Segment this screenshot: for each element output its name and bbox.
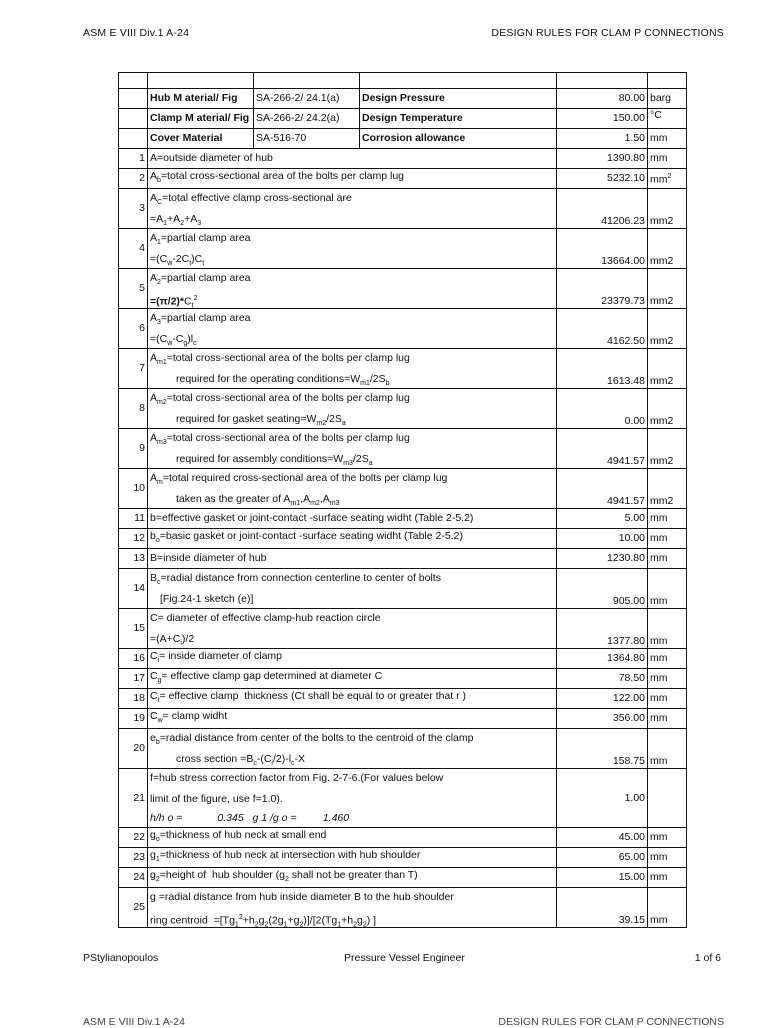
table-row bbox=[119, 169, 687, 189]
hub-ratios: h/h o = 0.345 g 1 /g o = 1.460 bbox=[150, 811, 350, 824]
row-value: 39.15 bbox=[557, 888, 648, 928]
table-row bbox=[119, 469, 687, 509]
row-unit: mm bbox=[648, 549, 687, 569]
row-number: 6 bbox=[119, 309, 148, 349]
row-unit bbox=[648, 769, 687, 828]
clamp-material-value: SA-266-2/ 24.2(a) bbox=[254, 109, 360, 129]
table-row bbox=[119, 529, 687, 549]
row-value: 1613.48 bbox=[557, 349, 648, 389]
row-value: 10.00 bbox=[557, 529, 648, 549]
clamp-calculation-table bbox=[118, 72, 687, 928]
design-pressure-value: 80.00 bbox=[557, 89, 648, 109]
corrosion-allowance-label: Corrosion allowance bbox=[360, 129, 557, 149]
table-row bbox=[119, 89, 687, 109]
row-unit: mm bbox=[648, 509, 687, 529]
row-number: 1 bbox=[119, 149, 148, 169]
row-value: 1230.80 bbox=[557, 549, 648, 569]
row-value: 4941.57 bbox=[557, 429, 648, 469]
row-value: 41206.23 bbox=[557, 189, 648, 229]
row-description: $C_i=$ inside diameter of clamp bbox=[148, 649, 557, 669]
footer-role: Pressure Vessel Engineer bbox=[344, 952, 465, 964]
row-value: 4941.57 bbox=[557, 469, 648, 509]
table-row bbox=[119, 709, 687, 729]
table-row bbox=[119, 129, 687, 149]
row-unit: mm bbox=[648, 689, 687, 709]
row-description: $g_2=height$ of hub shoulder ($g_2$ shall not be greater than T) bbox=[148, 868, 557, 888]
table-row bbox=[119, 729, 687, 769]
table-row bbox=[119, 229, 687, 269]
row-number: 3 bbox=[119, 189, 148, 229]
row-description: $A_1=partial$ clamp area $=(C_w-2C_t)C_t$ bbox=[148, 229, 557, 269]
row-unit: mm2 bbox=[648, 309, 687, 349]
footer-page-number: 1 of 6 bbox=[694, 952, 721, 964]
table-row bbox=[119, 549, 687, 569]
row-value: 1.00 bbox=[557, 769, 648, 828]
row-unit: mm bbox=[648, 868, 687, 888]
row-number: 14 bbox=[119, 569, 148, 609]
row-value: 0.00 bbox=[557, 389, 648, 429]
table-row bbox=[119, 509, 687, 529]
row-description: $A_{m1}=total$ cross-sectional area of the bolts per clamp lug required for the operating $conditions=W_{m1}/2S_b$ bbox=[148, 349, 557, 389]
row-number: 21 bbox=[119, 769, 148, 828]
row-number: 12 bbox=[119, 529, 148, 549]
row-unit: mm2 bbox=[648, 269, 687, 309]
next-page-header-left: ASM E VIII Div.1 A-24 bbox=[83, 1016, 185, 1028]
hub-material-value: SA-266-2/ 24.1(a) bbox=[254, 89, 360, 109]
row-description: $g_o=thickness$ of hub neck at small end bbox=[148, 828, 557, 848]
row-number: 2 bbox=[119, 169, 148, 189]
row-unit: mm bbox=[648, 609, 687, 649]
table-row bbox=[119, 389, 687, 429]
row-number: 13 bbox=[119, 549, 148, 569]
row-description: $A_{m2}=total$ cross-sectional area of the bolts per clamp lug required for gasket $seating=W_{m2}/2S_a$ bbox=[148, 389, 557, 429]
row-description: $A_{m3}=total$ cross-sectional area of the bolts per clamp lug required for assembly $conditions=W_{m3}/2S_a$ bbox=[148, 429, 557, 469]
row-description: g =radial distance from hub inside diameter B to the hub shoulder ring centroid $=[Tg_1^2+h_2g_2(2g_1+g_2)]/[2(Tg_1+h_2g_2)$ ] bbox=[148, 888, 557, 928]
row-value: 5.00 bbox=[557, 509, 648, 529]
row-number: 9 bbox=[119, 429, 148, 469]
row-unit: mm2 bbox=[648, 389, 687, 429]
row-number: 19 bbox=[119, 709, 148, 729]
row-unit: mm bbox=[648, 729, 687, 769]
row-unit: mm bbox=[648, 709, 687, 729]
row-description: $C_g=$ effective clamp gap determined at diameter C bbox=[148, 669, 557, 689]
design-temperature-value: 150.00 bbox=[557, 109, 648, 129]
cover-material-value: SA-516-70 bbox=[254, 129, 360, 149]
row-unit: mm bbox=[648, 848, 687, 868]
page-header-right: DESIGN RULES FOR CLAM P CONNECTIONS bbox=[491, 27, 724, 39]
row-number: 20 bbox=[119, 729, 148, 769]
row-number: 4 bbox=[119, 229, 148, 269]
row-unit: mm bbox=[648, 149, 687, 169]
row-value: 15.00 bbox=[557, 868, 648, 888]
row-value: 356.00 bbox=[557, 709, 648, 729]
table-row bbox=[119, 769, 687, 828]
table-row bbox=[119, 109, 687, 129]
table-row bbox=[119, 149, 687, 169]
row-number: 11 bbox=[119, 509, 148, 529]
row-value: 1390.80 bbox=[557, 149, 648, 169]
row-description: $g_1=thickness$ of hub neck at intersection with hub shoulder bbox=[148, 848, 557, 868]
table-row bbox=[119, 828, 687, 848]
row-number: 8 bbox=[119, 389, 148, 429]
design-temperature-unit: °C bbox=[648, 109, 687, 129]
row-description: $A_C=total$ effective clamp cross-sectional are $=A_1+A_2+A_3$ bbox=[148, 189, 557, 229]
page-header-left: ASM E VIII Div.1 A-24 bbox=[83, 27, 190, 39]
row-number: 18 bbox=[119, 689, 148, 709]
next-page-header-right: DESIGN RULES FOR CLAM P CONNECTIONS bbox=[498, 1016, 724, 1028]
row-number: 15 bbox=[119, 609, 148, 649]
row-value: 45.00 bbox=[557, 828, 648, 848]
row-value: 13664.00 bbox=[557, 229, 648, 269]
corrosion-allowance-value: 1.50 bbox=[557, 129, 648, 149]
row-value: 78.50 bbox=[557, 669, 648, 689]
row-value: 905.00 bbox=[557, 569, 648, 609]
table-row bbox=[119, 868, 687, 888]
row-unit: mm bbox=[648, 529, 687, 549]
row-description: $A_m=total$ required cross-sectional area of the bolts per clamp lug taken as the greater of $A_{m1},A_{m2},A_{m3}$ bbox=[148, 469, 557, 509]
row-description: b=effective gasket or joint-contact -surface seating widht (Table 2-5.2) bbox=[148, 509, 557, 529]
row-description: $A_2=partial$ clamp area $=(\pi/2)*C_t^2$ bbox=[148, 269, 557, 309]
row-unit: mm bbox=[648, 669, 687, 689]
row-unit: mm2 bbox=[648, 429, 687, 469]
row-number: 10 bbox=[119, 469, 148, 509]
row-unit: mm bbox=[648, 569, 687, 609]
row-number: 23 bbox=[119, 848, 148, 868]
row-value: 1364.80 bbox=[557, 649, 648, 669]
row-unit: mm2 bbox=[648, 229, 687, 269]
row-unit: mm bbox=[648, 828, 687, 848]
row-description: $B_c=radial$ distance from connection centerline to center of bolts [Fig.24-1 sketch (e)] bbox=[148, 569, 557, 609]
row-number: 7 bbox=[119, 349, 148, 389]
row-description: $A_3=partial$ clamp area $=(C_w-C_g)l_c$ bbox=[148, 309, 557, 349]
row-number: 5 bbox=[119, 269, 148, 309]
row-description: $C_t=$ effective clamp thickness (Ct shall be equal to or greater that r ) bbox=[148, 689, 557, 709]
row-description: $C_w=$ clamp widht bbox=[148, 709, 557, 729]
table-row bbox=[119, 189, 687, 229]
table-row bbox=[119, 349, 687, 389]
row-number: 25 bbox=[119, 888, 148, 928]
row-unit: mm2 bbox=[648, 349, 687, 389]
corrosion-allowance-unit: mm bbox=[648, 129, 687, 149]
row-unit: mm bbox=[648, 888, 687, 928]
design-pressure-unit: barg bbox=[648, 89, 687, 109]
row-value: 5232.10 bbox=[557, 169, 648, 189]
design-temperature-label: Design Temperature bbox=[360, 109, 557, 129]
table-row bbox=[119, 609, 687, 649]
row-description: $b_o=basic$ gasket or joint-contact -surface seating widht (Table 2-5.2) bbox=[148, 529, 557, 549]
row-value: 1377.80 bbox=[557, 609, 648, 649]
row-description: C= diameter of effective clamp-hub reaction circle $=(A+C_i)/2$ bbox=[148, 609, 557, 649]
row-unit: mm2 bbox=[648, 469, 687, 509]
row-description: A=outside diameter of hub bbox=[148, 149, 557, 169]
row-value: 158.75 bbox=[557, 729, 648, 769]
table-row bbox=[119, 269, 687, 309]
table-row bbox=[119, 848, 687, 868]
row-value: 65.00 bbox=[557, 848, 648, 868]
row-number: 24 bbox=[119, 868, 148, 888]
footer-author: PStylianopoulos bbox=[83, 952, 159, 964]
row-unit: $mm^2$ bbox=[648, 169, 687, 189]
table-top-spacer bbox=[119, 73, 687, 89]
row-description: $A_b=total$ cross-sectional area of the bolts per clamp lug bbox=[148, 169, 557, 189]
hub-material-label: Hub M aterial/ Fig bbox=[148, 89, 254, 109]
row-value: 122.00 bbox=[557, 689, 648, 709]
cover-material-label: Cover Material bbox=[148, 129, 254, 149]
table-row bbox=[119, 569, 687, 609]
table-row bbox=[119, 689, 687, 709]
table-row bbox=[119, 429, 687, 469]
row-value: 4162.50 bbox=[557, 309, 648, 349]
row-unit: mm2 bbox=[648, 189, 687, 229]
row-number: 16 bbox=[119, 649, 148, 669]
table-row bbox=[119, 309, 687, 349]
row-number: 17 bbox=[119, 669, 148, 689]
design-pressure-label: Design Pressure bbox=[360, 89, 557, 109]
table-row bbox=[119, 888, 687, 928]
table-row bbox=[119, 669, 687, 689]
row-number: 22 bbox=[119, 828, 148, 848]
row-value: 23379.73 bbox=[557, 269, 648, 309]
row-description: $e_b=radial$ distance from center of the bolts to the centroid of the clamp cross section $=B_c-(C_i/2)-l_c-X$ bbox=[148, 729, 557, 769]
clamp-material-label: Clamp M aterial/ Fig bbox=[148, 109, 254, 129]
row-unit: mm bbox=[648, 649, 687, 669]
row-description: B=inside diameter of hub bbox=[148, 549, 557, 569]
row-description: f=hub stress correction factor from Fig. 2-7-6.(For values below limit of the figure, use f=1.0). h/h o = 0.345 g 1 /g o = 1.460 bbox=[148, 769, 557, 828]
table-row bbox=[119, 649, 687, 669]
